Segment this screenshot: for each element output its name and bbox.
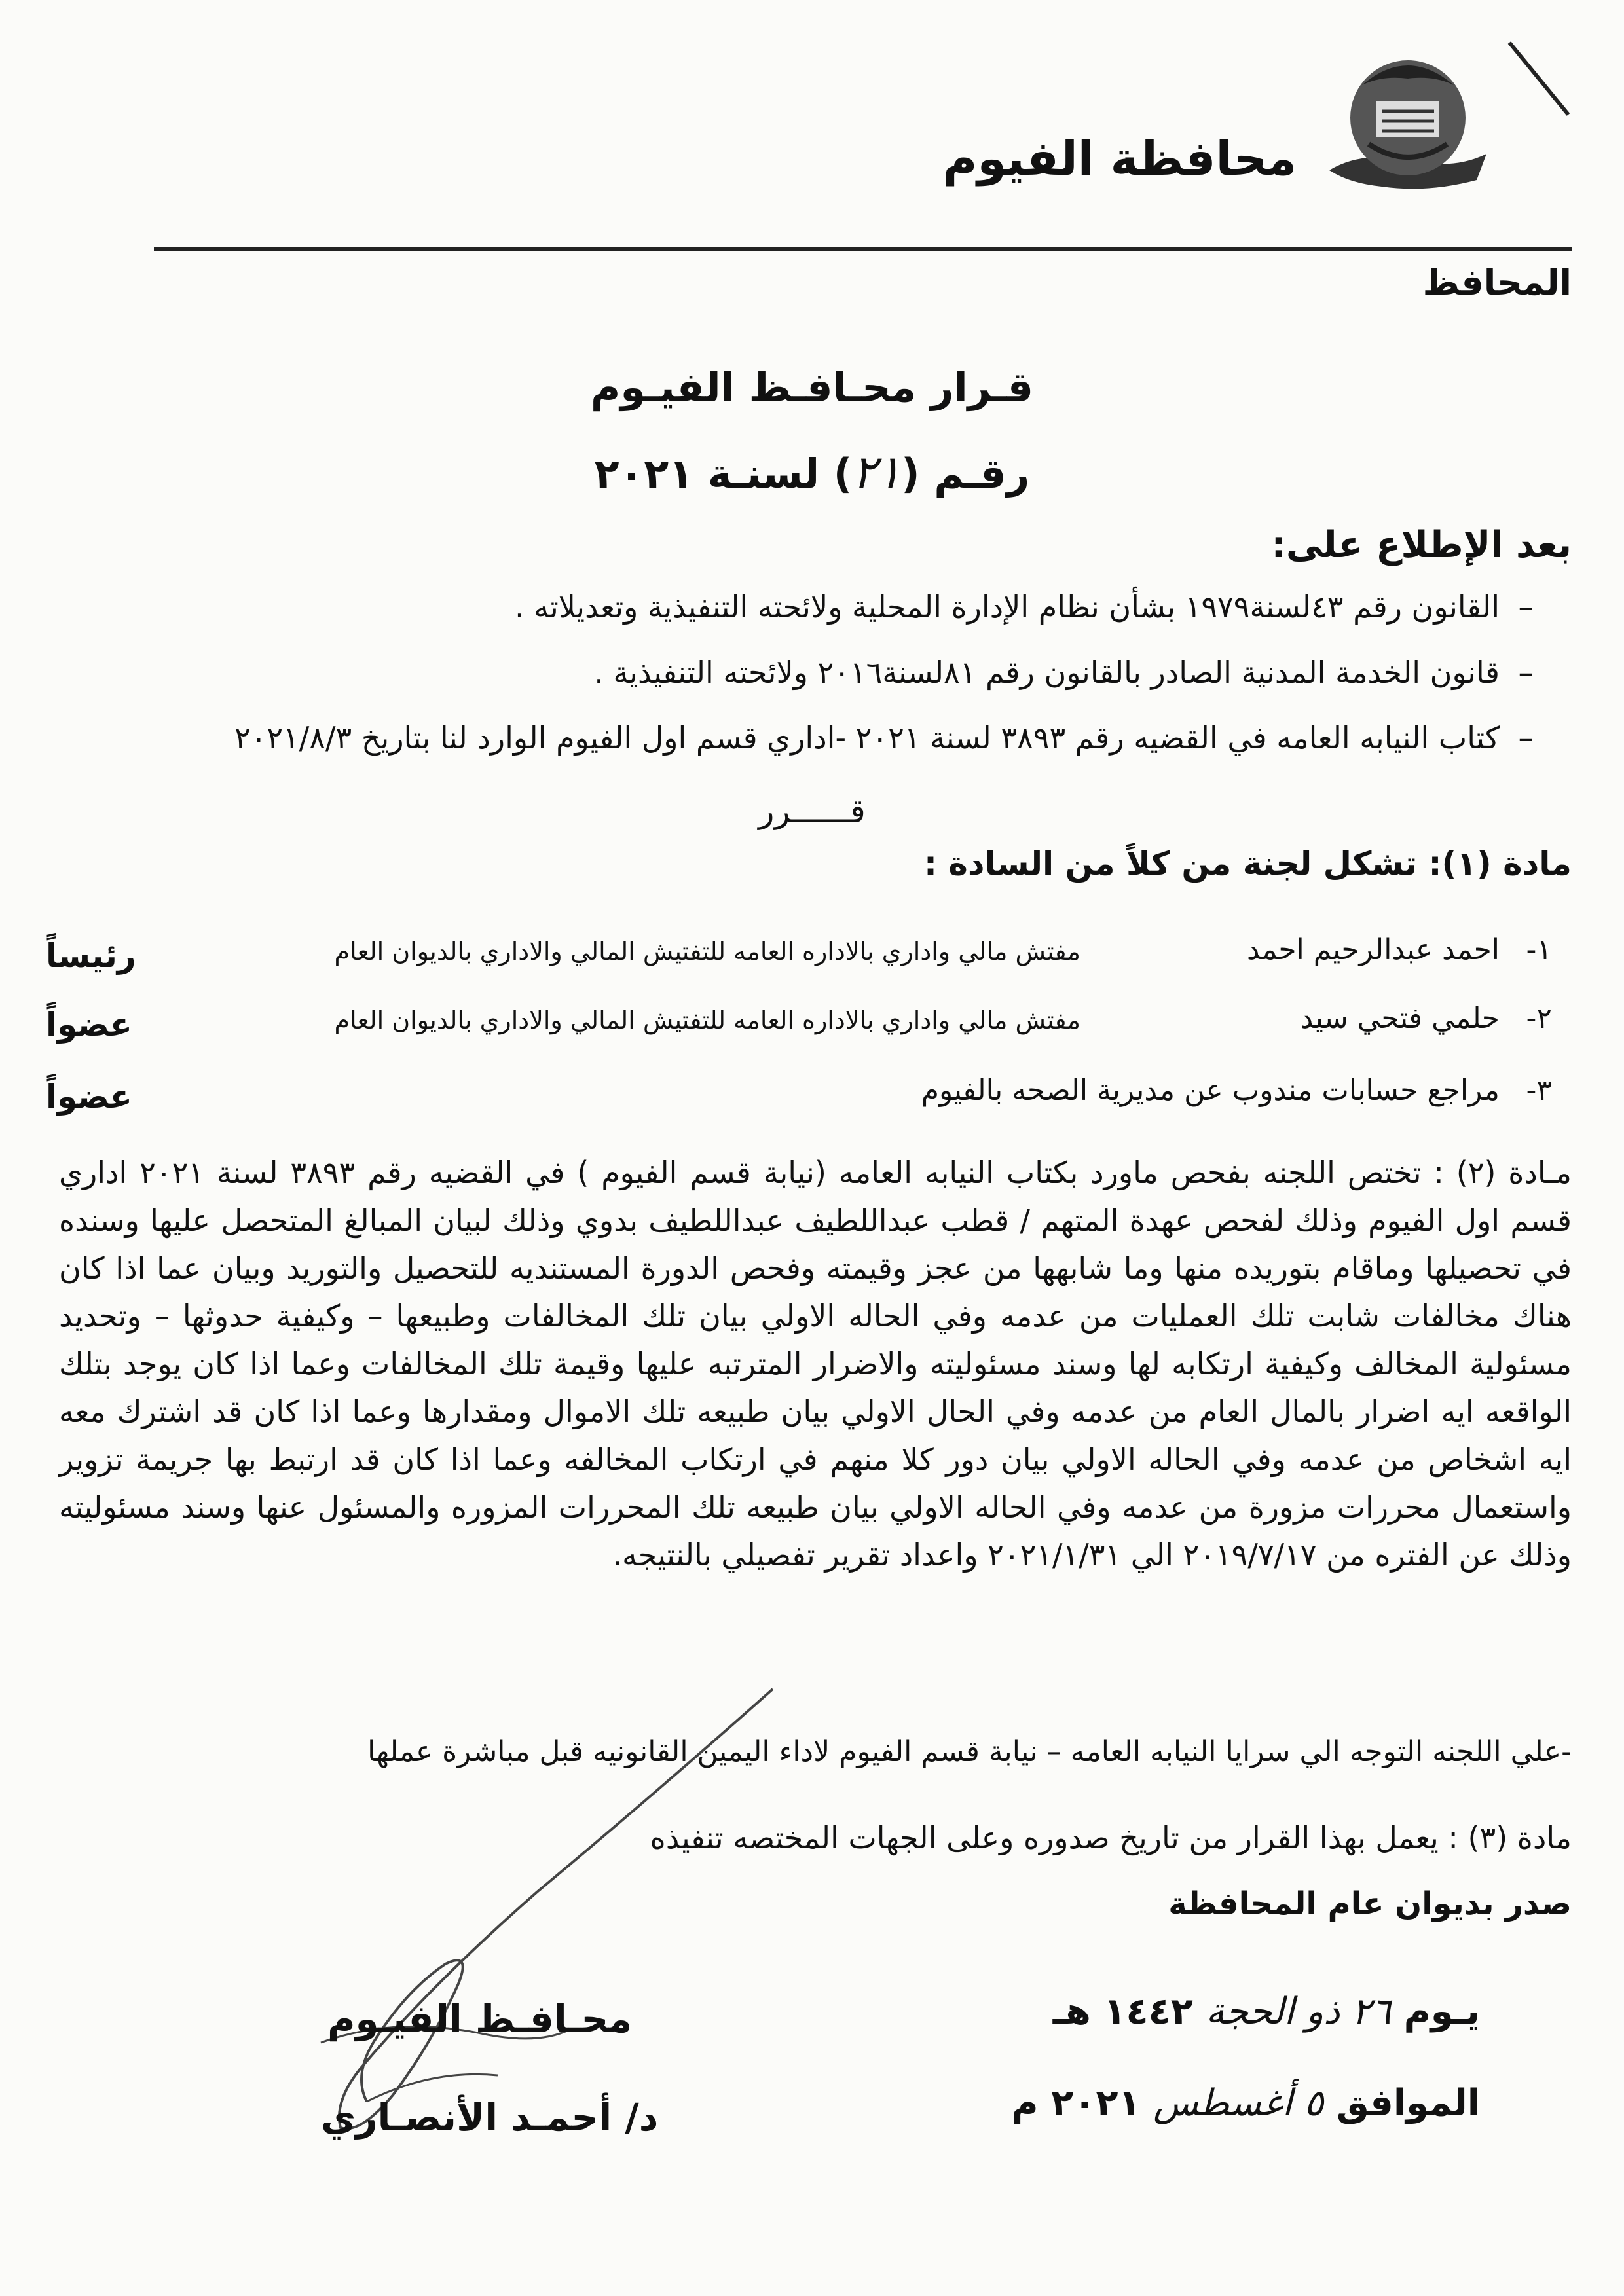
gregorian-date-handwritten: ٥ أغسطس <box>1153 2082 1324 2124</box>
decree-year: لسنـة ٢٠٢١ <box>594 450 820 498</box>
decree-number-handwritten: ٢١ <box>852 445 902 499</box>
committee-member: ١- احمد عبدالرحيم احمد مفتش مالي واداري بالاداره العامه للتفتيش المالي والاداري بالديوان العام رئيساً <box>46 933 1552 975</box>
greg-label: الموافق <box>1336 2082 1480 2124</box>
committee-member: ٣- مراجع حسابات مندوب عن مديرية الصحه بالفيوم عضواً <box>46 1074 1552 1116</box>
handwritten-signature <box>262 1676 786 2147</box>
decree-title: قـرار محـافـظ الفيـوم <box>590 363 1034 411</box>
article-1-heading: مادة (١): تشكل لجنة من كلاً من السادة : <box>924 845 1572 883</box>
governorate-name: محافظة الفيوم <box>942 131 1297 186</box>
day-label: يـوم <box>1403 1990 1480 2033</box>
article-3-body: مادة (٣) : يعمل بهذا القرار من تاريخ صدوره وعلى الجهات المختصه تنفيذه <box>650 1820 1572 1855</box>
article-2-body: مـادة (٢) : تختص اللجنه بفحص ماورد بكتاب النيابه العامه (نيابة قسم الفيوم ) في القضيه رقم ٣٨٩٣ لسنة ٢٠٢١ اداري قسم اول الفيوم وذلك لفحص عهدة المتهم / قطب عبداللطيف عبداللطيف بدوي وذلك لبيان المبالغ المتحصل عليها وسنده في تحصيلها وماقام بتوريده منها وما شابهها من عجز وقيمته وفحص الدورة المستنديه للتحصيل والتوريد وبيان عما اذا كان هناك مخالفات شابت تلك العمليات من عدمه وفي الحاله الاولي بيان تلك المخالفات وطبيعها – وكيفية حدوثها – وتحديد مسئولية المخالف وكيفية ارتكابه لها وسند مسئوليته والاضرار المترتبه عليها وقيمة تلك المخالفات وعما اذا كان يوجد بتلك الواقعه ايه اضرار بالمال العام من عدمه وفي الحال الاولي بيان طبيعه تلك الاموال ومقدارها وعما اذا كان قد اشترك معه ايه اشخاص من عدمه وفي الحاله الاولي بيان دور كلا منهم في ارتكاب المخالفه وعما اذا كان قد ارتبط بها جريمة تزوير واستعمال محررات مزورة من عدمه وفي الحاله الاولي بيان طبيعه تلك المحررات المزوره والمسئول عنها وسند مسئوليته وذلك عن الفتره من ٢٠١٩/٧/١٧ الي ٢٠٢١/١/٣١ واعداد تقرير تفصيلي بالنتيجه. <box>59 1155 1572 1573</box>
issued-at: صدر بديوان عام المحافظة <box>1168 1886 1572 1922</box>
decree-number-line: رقـم (٢١) لسنـة ٢٠٢١ <box>594 445 1030 499</box>
article-2-note: -علي اللجنه التوجه الي سرايا النيابه العامه – نيابة قسم الفيوم لاداء اليمين القانونيه قبل مباشرة عملها <box>367 1735 1572 1768</box>
committee-member: ٢- حلمي فتحي سيد مفتش مالي واداري بالاداره العامه للتفتيش المالي والاداري بالديوان العام عضواً <box>46 1002 1552 1044</box>
signatory-name: د/ أحمـد الأنصـاري <box>321 2095 659 2140</box>
reference-item: –قانون الخدمة المدنية الصادر بالقانون رقم ٨١لسنة٢٠١٦ ولائحته التنفيذية . <box>594 655 1534 690</box>
reference-item: –القانون رقم ٤٣لسنة١٩٧٩ بشأن نظام الإدارة المحلية ولائحته التنفيذية وتعديلاته . <box>515 589 1534 625</box>
header-divider <box>154 247 1572 251</box>
hijri-date-line <box>1053 1990 1480 2033</box>
references-intro: بعد الإطلاع على: <box>1271 524 1572 566</box>
hijri-date-handwritten: ٢٦ ذو الحجة <box>1206 1990 1392 2033</box>
office-label: المحافظ <box>1422 262 1572 303</box>
decree-number-prefix: رقـم <box>934 450 1030 498</box>
governorate-emblem-icon <box>1323 39 1493 210</box>
signatory-title: محـافـظ الفيـوم <box>327 1997 633 2041</box>
gregorian-year: ٢٠٢١ م <box>1011 2082 1141 2124</box>
pen-stroke-mark <box>1506 39 1572 118</box>
reference-item: –كتاب النيابه العامه في القضيه رقم ٣٨٩٣ لسنة ٢٠٢١ -اداري قسم اول الفيوم الوارد لنا بتاريخ ٢٠٢١/٨/٣ <box>234 720 1534 756</box>
gregorian-date-line <box>1012 2082 1481 2124</box>
decision-word: قــــــرر <box>758 792 866 830</box>
hijri-year: ١٤٤٢ هـ <box>1052 1990 1193 2033</box>
